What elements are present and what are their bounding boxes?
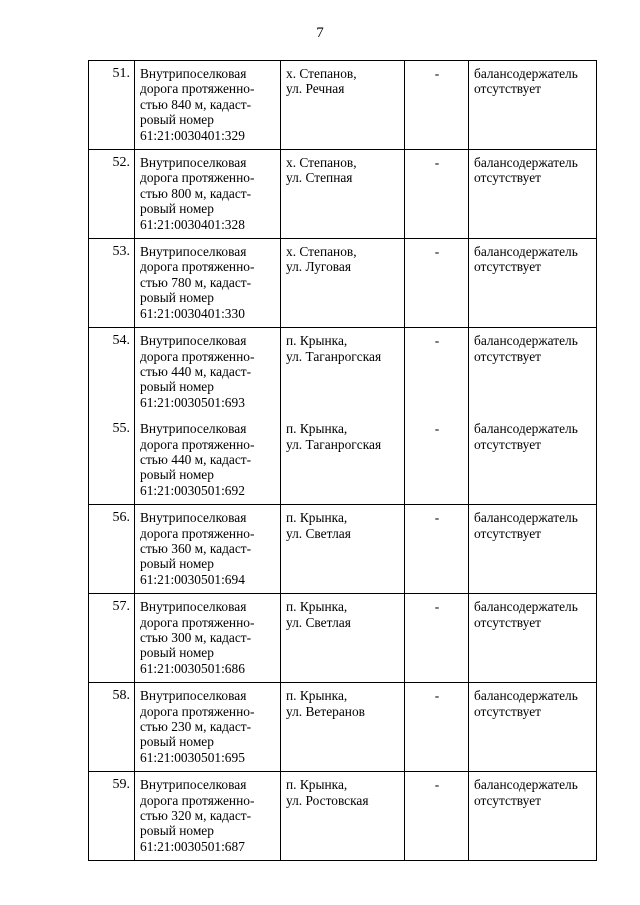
object-name-line: ровый номер <box>140 201 214 217</box>
object-name-line: дорога протяженно- <box>140 81 255 97</box>
empty-value-dash-cell <box>405 505 469 594</box>
object-name-line: стью 440 м, кадаст- <box>140 363 252 379</box>
object-name-line: Внутрипоселковая <box>140 599 247 615</box>
balance-holder-cell <box>469 61 597 150</box>
row-number-cell <box>89 239 135 328</box>
balance-holder-line: балансодержатель <box>474 244 578 260</box>
object-address-line: п. Крынка, <box>286 777 348 793</box>
object-name-line: 61:21:0030501:693 <box>140 394 245 410</box>
object-address-cell <box>281 594 405 683</box>
object-name-cell <box>135 505 281 594</box>
balance-holder-line: отсутствует <box>474 170 541 186</box>
object-address-line: ул. Таганрогская <box>286 348 382 364</box>
object-name-line: 61:21:0030501:694 <box>140 571 245 587</box>
empty-value-dash: - <box>434 155 440 171</box>
empty-value-dash: - <box>434 66 440 81</box>
object-name-line: ровый номер <box>140 556 214 572</box>
object-name-line: стью 300 м, кадаст- <box>140 630 252 645</box>
empty-value-dash-cell <box>405 772 469 861</box>
object-name-line: дорога протяженно- <box>140 348 255 364</box>
object-address-line: п. Крынка, <box>286 510 348 526</box>
table-row <box>89 416 597 505</box>
row-number: 53. <box>112 244 130 260</box>
empty-value-dash: - <box>434 688 440 704</box>
object-address-cell <box>281 61 405 150</box>
object-address-cell <box>281 150 405 239</box>
balance-holder-line: балансодержатель <box>474 510 578 526</box>
object-address-line: х. Степанов, <box>286 244 357 260</box>
object-name-line: 61:21:0030401:330 <box>140 305 245 321</box>
empty-value-dash: - <box>434 244 440 260</box>
object-name-cell <box>135 683 281 772</box>
object-name-line: стью 840 м, кадаст- <box>140 96 252 112</box>
object-name-line: ровый номер <box>140 112 214 128</box>
object-name-line: дорога протяженно- <box>140 703 255 719</box>
row-number: 57. <box>112 599 130 615</box>
object-name-line: ровый номер <box>140 379 214 395</box>
balance-holder-line: балансодержатель <box>474 421 578 437</box>
object-name-line: ровый номер <box>140 734 214 750</box>
empty-value-dash-cell <box>405 594 469 683</box>
object-name-line: стью 360 м, кадаст- <box>140 540 252 556</box>
object-address-line: п. Крынка, <box>286 333 348 349</box>
object-address-line: п. Крынка, <box>286 421 348 437</box>
object-address-line: ул. Степная <box>286 170 353 186</box>
object-name-cell <box>135 328 281 417</box>
row-number-cell <box>89 505 135 594</box>
object-name-line: дорога протяженно- <box>140 525 255 541</box>
balance-holder-line: балансодержатель <box>474 688 578 704</box>
object-name-cell <box>135 416 281 505</box>
object-name-line: Внутрипоселковая <box>140 66 247 81</box>
row-number: 59. <box>112 777 130 793</box>
object-address-cell <box>281 505 405 594</box>
row-number-cell <box>89 594 135 683</box>
balance-holder-cell <box>469 328 597 417</box>
row-number: 54. <box>112 333 130 349</box>
object-address-line: ул. Светлая <box>286 614 351 630</box>
object-address-cell <box>281 328 405 417</box>
object-name-line: стью 440 м, кадаст- <box>140 451 252 467</box>
table-row <box>89 328 597 417</box>
balance-holder-line: отсутствует <box>474 81 541 97</box>
empty-value-dash-cell <box>405 328 469 417</box>
empty-value-dash-cell <box>405 683 469 772</box>
object-address-cell <box>281 683 405 772</box>
object-name-line: дорога протяженно- <box>140 170 255 186</box>
object-name-line: дорога протяженно- <box>140 792 255 808</box>
object-name-line: дорога протяженно- <box>140 436 255 452</box>
object-address-line: х. Степанов, <box>286 155 357 171</box>
empty-value-dash-cell <box>405 416 469 505</box>
object-name-line: стью 230 м, кадаст- <box>140 719 252 735</box>
object-name-line: Внутрипоселковая <box>140 155 247 171</box>
row-number-cell <box>89 61 135 150</box>
row-number: 51. <box>112 66 130 81</box>
empty-value-dash: - <box>434 599 440 615</box>
object-address-cell <box>281 772 405 861</box>
object-name-line: стью 780 м, кадаст- <box>140 274 252 290</box>
object-address-line: ул. Луговая <box>286 259 352 275</box>
table-row <box>89 505 597 594</box>
object-name-line: Внутрипоселковая <box>140 777 247 793</box>
balance-holder-line: балансодержатель <box>474 66 578 81</box>
balance-holder-cell <box>469 772 597 861</box>
empty-value-dash: - <box>434 510 440 526</box>
object-name-line: 61:21:0030501:686 <box>140 660 245 676</box>
balance-holder-line: балансодержатель <box>474 155 578 171</box>
registry-table-body <box>89 61 597 861</box>
object-name-line: 61:21:0030401:328 <box>140 216 245 232</box>
table-row <box>89 239 597 328</box>
balance-holder-line: отсутствует <box>474 792 541 808</box>
property-registry-table <box>88 60 597 861</box>
object-name-line: 61:21:0030501:695 <box>140 749 245 765</box>
object-address-line: ул. Светлая <box>286 525 351 541</box>
balance-holder-line: отсутствует <box>474 348 541 364</box>
empty-value-dash-cell <box>405 61 469 150</box>
object-address-line: ул. Речная <box>286 81 345 97</box>
object-name-line: Внутрипоселковая <box>140 333 247 349</box>
object-address-line: х. Степанов, <box>286 66 357 81</box>
object-name-line: Внутрипоселковая <box>140 421 247 437</box>
row-number: 55. <box>112 421 130 437</box>
object-name-cell <box>135 772 281 861</box>
object-name-line: дорога протяженно- <box>140 614 255 630</box>
balance-holder-line: отсутствует <box>474 525 541 541</box>
row-number-cell <box>89 150 135 239</box>
balance-holder-cell <box>469 239 597 328</box>
page-number: 7 <box>316 25 324 41</box>
balance-holder-line: балансодержатель <box>474 599 578 615</box>
object-address-line: ул. Ветеранов <box>286 703 365 719</box>
object-name-line: ровый номер <box>140 467 214 483</box>
table-row <box>89 150 597 239</box>
object-address-cell <box>281 239 405 328</box>
balance-holder-line: отсутствует <box>474 614 541 630</box>
object-name-line: ровый номер <box>140 645 214 661</box>
table-row <box>89 772 597 861</box>
object-address-line: п. Крынка, <box>286 599 348 615</box>
balance-holder-cell <box>469 594 597 683</box>
balance-holder-line: балансодержатель <box>474 777 578 793</box>
object-name-line: стью 800 м, кадаст- <box>140 185 252 201</box>
balance-holder-line: отсутствует <box>474 703 541 719</box>
table-row <box>89 61 597 150</box>
object-address-cell <box>281 416 405 505</box>
object-name-line: 61:21:0030501:687 <box>140 838 245 854</box>
object-name-cell <box>135 61 281 150</box>
empty-value-dash-cell <box>405 150 469 239</box>
row-number-cell <box>89 328 135 417</box>
object-name-line: 61:21:0030501:692 <box>140 482 245 498</box>
object-name-line: стью 320 м, кадаст- <box>140 808 252 824</box>
empty-value-dash: - <box>434 421 440 437</box>
balance-holder-cell <box>469 416 597 505</box>
object-name-line: дорога протяженно- <box>140 259 255 275</box>
object-name-line: ровый номер <box>140 290 214 306</box>
object-name-cell <box>135 150 281 239</box>
row-number: 52. <box>112 155 130 171</box>
row-number: 58. <box>112 688 130 704</box>
balance-holder-cell <box>469 505 597 594</box>
table-row <box>89 683 597 772</box>
row-number: 56. <box>112 510 130 526</box>
object-name-line: Внутрипоселковая <box>140 510 247 526</box>
balance-holder-cell <box>469 150 597 239</box>
balance-holder-line: отсутствует <box>474 259 541 275</box>
object-name-line: Внутрипоселковая <box>140 244 247 260</box>
balance-holder-cell <box>469 683 597 772</box>
row-number-cell <box>89 772 135 861</box>
row-number-cell <box>89 683 135 772</box>
object-name-cell <box>135 239 281 328</box>
balance-holder-line: отсутствует <box>474 436 541 452</box>
empty-value-dash: - <box>434 777 440 793</box>
object-name-line: ровый номер <box>140 823 214 839</box>
object-address-line: п. Крынка, <box>286 688 348 704</box>
empty-value-dash-cell <box>405 239 469 328</box>
balance-holder-line: балансодержатель <box>474 333 578 349</box>
object-name-line: Внутрипоселковая <box>140 688 247 704</box>
object-address-line: ул. Ростовская <box>286 792 369 808</box>
object-name-line: 61:21:0030401:329 <box>140 127 245 143</box>
object-name-cell <box>135 594 281 683</box>
row-number-cell <box>89 416 135 505</box>
table-row <box>89 594 597 683</box>
empty-value-dash: - <box>434 333 440 349</box>
object-address-line: ул. Таганрогская <box>286 436 382 452</box>
